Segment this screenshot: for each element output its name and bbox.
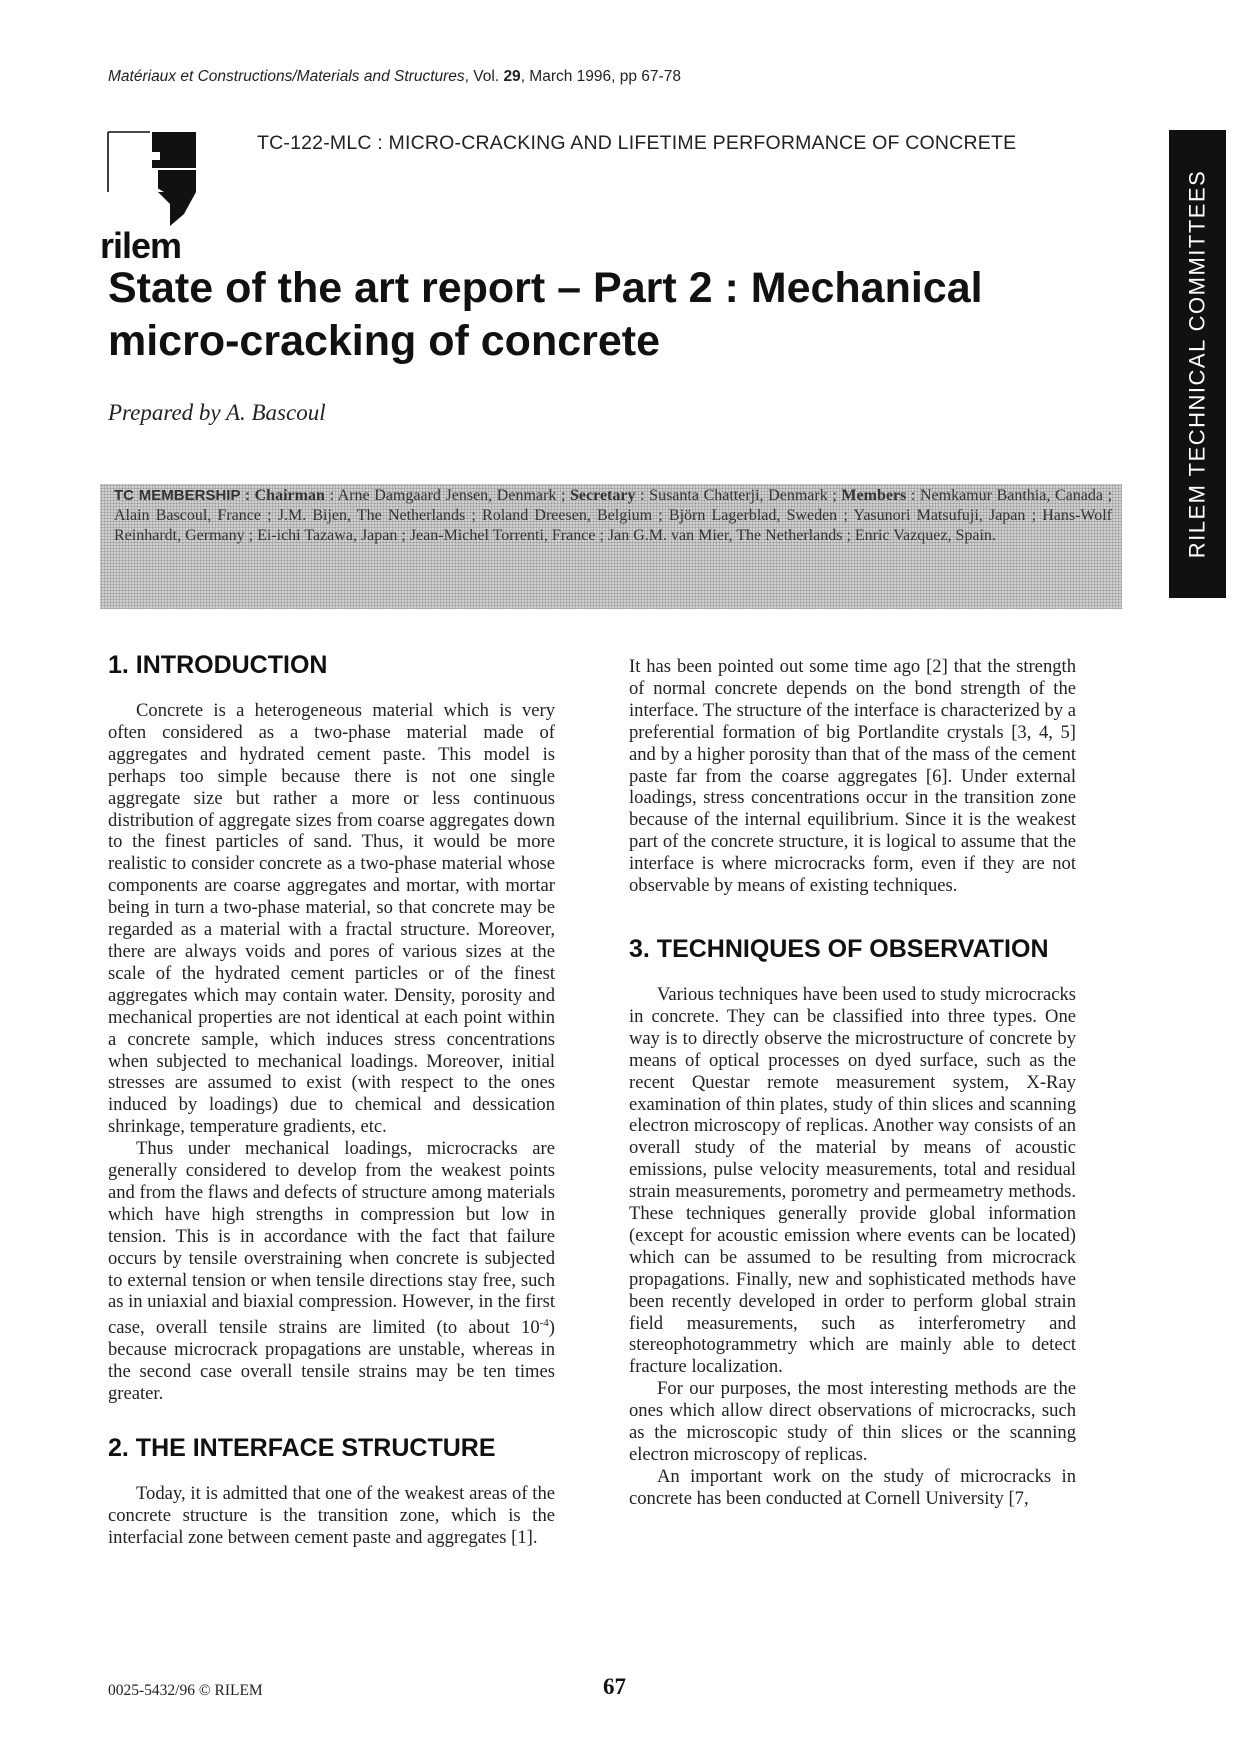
- paragraph-text: ) because microcrack propagations are unstable, whereas in the second case overall tensile strains may be ten times greater.: [108, 1317, 555, 1405]
- title-line-2: micro-cracking of concrete: [108, 317, 661, 365]
- secretary-name: : Susanta Chatterji, Denmark ;: [635, 487, 842, 504]
- secretary-label: Secretary: [570, 487, 636, 504]
- title-line-1: State of the art report – Part 2 : Mechanical: [108, 264, 983, 312]
- article-title: [108, 262, 1008, 368]
- author-line: Prepared by A. Bascoul: [108, 400, 326, 425]
- issn-code: 0025-5432/96 © RILEM: [108, 1682, 263, 1699]
- paragraph: [108, 1138, 555, 1405]
- issue-pages: , March 1996, pp 67-78: [520, 68, 681, 85]
- committee-heading: TC-122-MLC : MICRO-CRACKING AND LIFETIME PERFORMANCE OF CONCRETE: [257, 132, 1017, 154]
- side-band: [1169, 130, 1226, 598]
- side-band-label: RILEM TECHNICAL COMMITTEES: [1184, 169, 1210, 559]
- right-column: [629, 656, 1076, 1510]
- paragraph: Various techniques have been used to study microcracks in concrete. They can be classified into three types. One way is to directly observe the microstructure of concrete by means of optical processes on dyed surface, such as the recent Questar remote measurement system, X-Ray examination of thin plates, study of thin slices and scanning electron microscopy of replicas. Another way consists of an overall study of the material by means of acoustic emissions, pulse velocity measurements, total and residual strain measurements, porometry and permeametry methods. These techniques generally provide global information (except for acoustic emission where events can be located) which can be assumed to be resulting from microcrack propagations. Finally, new and sophisticated methods have been recently developed in order to perform global strain field measurements, such as interferometry and stereophotogrammetry which are mainly able to detect fracture localization.: [629, 983, 1076, 1378]
- membership-box: [100, 484, 1122, 609]
- membership-label: TC MEMBERSHIP :: [114, 487, 250, 504]
- chairman-name: : Arne Damgaard Jensen, Denmark ;: [324, 487, 571, 504]
- rilem-logo-text: rilem: [100, 225, 182, 266]
- section-heading-introduction: 1. INTRODUCTION: [108, 651, 328, 679]
- superscript: -4: [539, 1317, 549, 1330]
- section-heading-interface: 2. THE INTERFACE STRUCTURE: [108, 1434, 496, 1463]
- paragraph: For our purposes, the most interesting methods are the ones which allow direct observations of microcracks, such as the microscopic study of thin slices or the scanning electron microscopy of replicas.: [629, 1378, 1076, 1465]
- paragraph: Concrete is a heterogeneous material which is very often considered as a two-phase material made of aggregates and hydrated cement paste. This model is perhaps too simple because there is not one single aggregate size but rather a more or less continuous distribution of aggregate sizes from coarse aggregates down to the finest particles of sand. Thus, it would be more realistic to consider concrete as a two-phase material whose components are coarse aggregates and mortar, with mortar being in turn a two-phase material, so that concrete may be regarded as a material with a fractal structure. Moreover, there are always voids and pores of various sizes at the scale of the hydrated cement particles or of the finest aggregates which may contain water. Density, porosity and mechanical properties are not identical at each point within a concrete sample, which induces stress concentrations when subjected to mechanical loadings. Moreover, initial stresses are assumed to exist (with respect to the ones induced by loadings) due to chemical and dessication shrinkage, temperature gradients, etc.: [108, 700, 555, 1138]
- page-number: 67: [603, 1674, 626, 1699]
- left-column: [108, 650, 555, 1549]
- members-list: : Nemkamur Banthia, Canada ; Alain Bascoul, France ; J.M. Bijen, The Netherlands ; Roland Dreesen, Belgium ; Björn Lagerblad, Sweden ; Yasunori Matsufuji, Japan ; Hans-Wolf Reinhardt, Germany ; Ei-ichi Tazawa, Japan ; Jean-Michel Torrenti, France ; Jan G.M. van Mier, The Netherlands ; Enric Vazquez, Spain.: [114, 487, 1113, 544]
- members-label: Members: [841, 487, 907, 504]
- journal-citation: [108, 68, 681, 86]
- volume-number: 29: [503, 68, 521, 85]
- paragraph: An important work on the study of microcracks in concrete has been conducted at Cornell University [7,: [629, 1465, 1076, 1509]
- section-heading-techniques: 3. TECHNIQUES OF OBSERVATION: [629, 934, 1049, 963]
- volume-prefix: , Vol.: [464, 68, 504, 85]
- paragraph: It has been pointed out some time ago [2] that the strength of normal concrete depends on the bond strength of the interface. The structure of the interface is characterized by a preferential formation of big Portlandite crystals [3, 4, 5] and by a higher porosity than that of the mass of the cement paste far from the coarse aggregates [6]. Under external loadings, stress concentrations occur in the transition zone because of the internal equilibrium. Since it is the weakest part of the concrete structure, it is logical to assume that the interface is where microcracks form, even if they are not observable by means of existing techniques.: [629, 656, 1076, 897]
- chairman-label: Chairman: [254, 487, 325, 504]
- paragraph-text: Thus under mechanical loadings, microcracks are generally considered to develop from the weakest points and from the flaws and defects of structure among materials which have high strengths in compression but low in tension. This is in accordance with the fact that failure occurs by tensile overstraining when concrete is subjected to external tension or when tensile directions stay free, such as in uniaxial and biaxial compression. However, in the first case, overall tensile strains are limited (to about 10: [108, 1138, 555, 1339]
- journal-name: Matériaux et Constructions/Materials and Structures: [108, 68, 465, 85]
- paragraph: Today, it is admitted that one of the weakest areas of the concrete structure is the transition zone, which is the interfacial zone between cement paste and aggregates [1].: [108, 1483, 555, 1548]
